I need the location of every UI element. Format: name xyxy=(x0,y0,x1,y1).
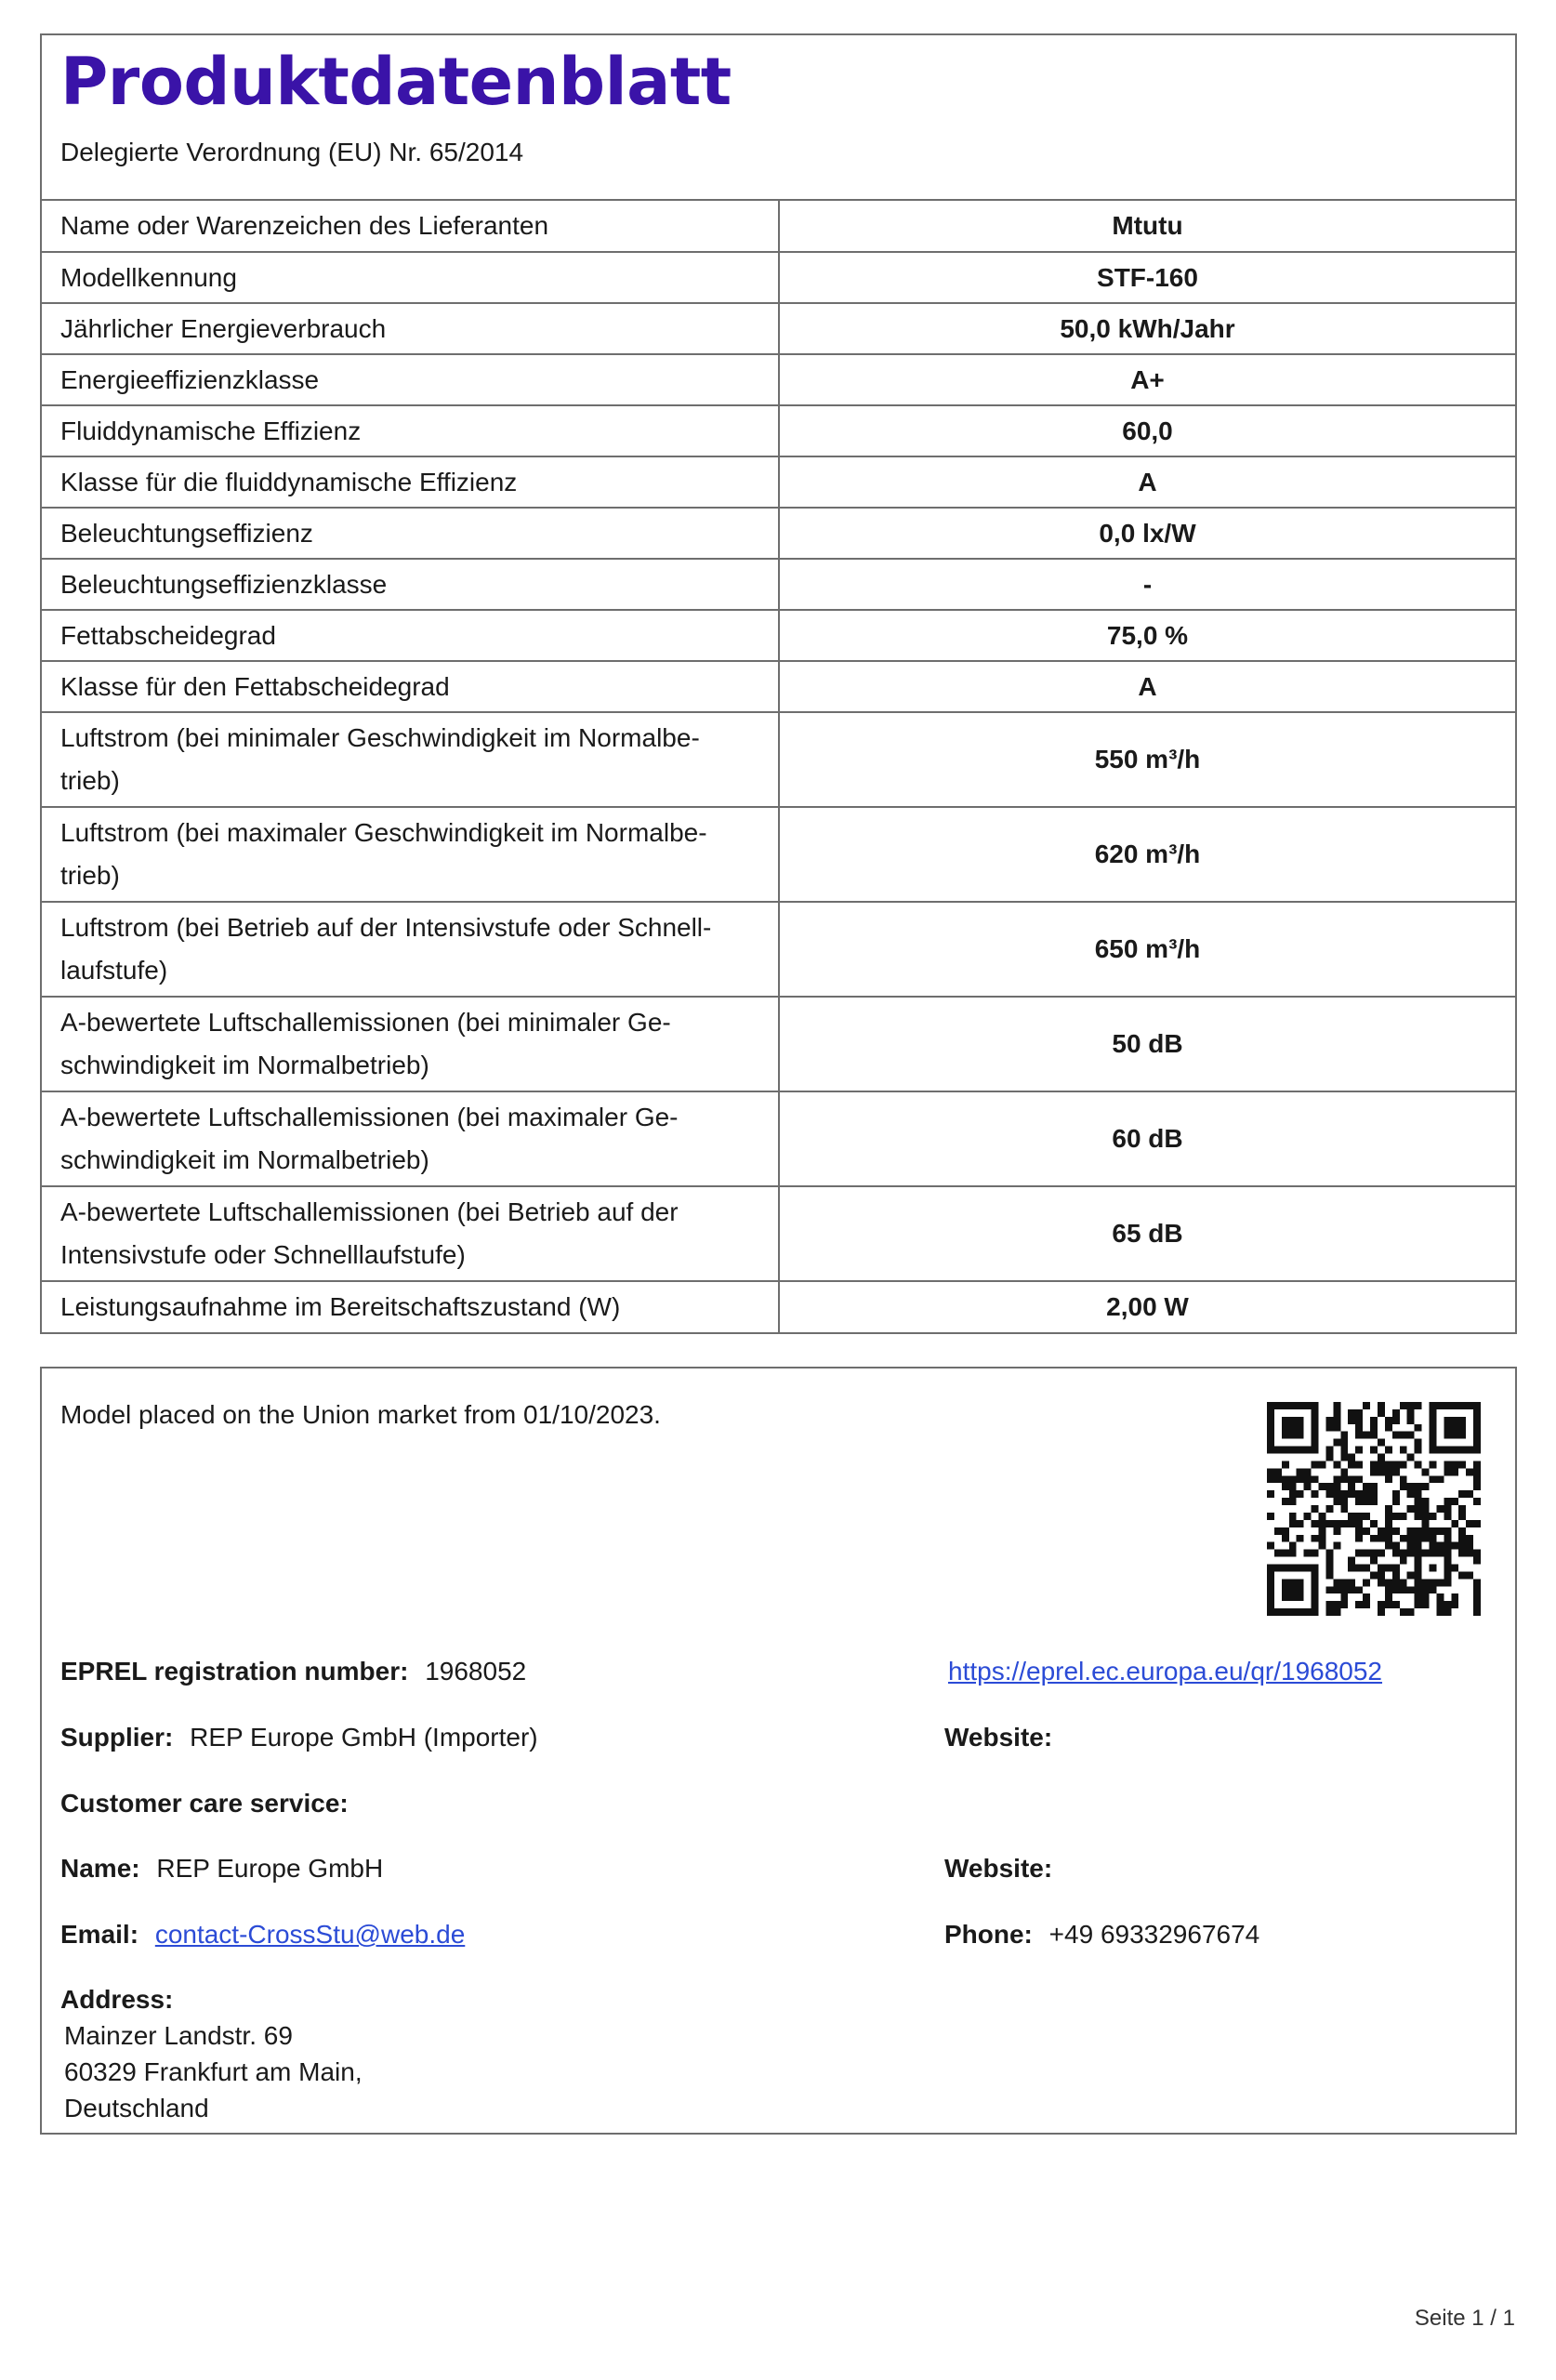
table-row xyxy=(42,997,1515,1091)
row-value: A xyxy=(779,661,1515,712)
email-link[interactable]: contact-CrossStu@web.de xyxy=(154,1920,466,1949)
row-value: - xyxy=(779,559,1515,610)
row-value: A+ xyxy=(779,354,1515,405)
table-row xyxy=(42,807,1515,902)
market-date-text: Model placed on the Union market from 01/10/2023. xyxy=(60,1400,661,1429)
row-value: 0,0 lx/W xyxy=(779,508,1515,559)
row-label-text-continued: laufstufe) xyxy=(60,956,168,985)
row-label xyxy=(42,456,779,508)
row-value: STF-160 xyxy=(779,252,1515,303)
row-value: 65 dB xyxy=(779,1186,1515,1281)
row-value: A xyxy=(779,456,1515,508)
row-label xyxy=(42,1281,779,1332)
row-value: 2,00 W xyxy=(1106,1292,1189,1321)
product-data-table-section xyxy=(40,33,1517,1334)
qr-code-icon xyxy=(1267,1402,1481,1616)
row-value: 620 m³/h xyxy=(779,807,1515,902)
row-label-text: Fettabscheidegrad xyxy=(60,620,276,650)
table-row xyxy=(42,508,1515,559)
email-line xyxy=(60,1920,465,1950)
phone-line xyxy=(944,1920,1259,1950)
table-row xyxy=(42,456,1515,508)
eprel-link-wrap xyxy=(948,1657,1382,1686)
row-label-text: A-bewertete Luftschallemissionen (bei Betrieb auf der xyxy=(60,1197,679,1226)
customer-care-label: Customer care service: xyxy=(60,1789,349,1818)
address-line-1: Mainzer Landstr. 69 xyxy=(64,2021,293,2050)
page-number: Seite 1 / 1 xyxy=(1414,2306,1515,2331)
care-name-line xyxy=(60,1854,383,1884)
row-label xyxy=(42,610,779,661)
supplier-info-section xyxy=(40,1367,1517,2135)
address-line-3: Deutschland xyxy=(64,2094,209,2122)
row-label-text: A-bewertete Luftschallemissionen (bei minimaler Ge- xyxy=(60,1008,671,1037)
row-label-text: Modellkennung xyxy=(60,262,237,292)
row-label xyxy=(42,997,779,1091)
table-row xyxy=(42,1091,1515,1186)
row-label-text: Fluiddynamische Effizienz xyxy=(60,416,362,445)
address-line-2: 60329 Frankfurt am Main, xyxy=(64,2057,363,2086)
row-label xyxy=(42,712,779,807)
table-row xyxy=(42,303,1515,354)
phone-label: Phone: xyxy=(944,1920,1033,1949)
row-label xyxy=(42,902,779,997)
row-value: 50,0 kWh/Jahr xyxy=(779,303,1515,354)
row-value: 650 m³/h xyxy=(779,902,1515,997)
row-label xyxy=(42,559,779,610)
row-label xyxy=(42,354,779,405)
table-row xyxy=(42,610,1515,661)
row-label-text: Name oder Warenzeichen des Lieferanten xyxy=(60,211,549,240)
table-row xyxy=(42,712,1515,807)
supplier-line xyxy=(60,1723,538,1752)
row-label xyxy=(42,252,779,303)
row-label xyxy=(42,405,779,456)
row-label-text: Klasse für den Fettabscheidegrad xyxy=(60,671,450,701)
name-value: REP Europe GmbH xyxy=(156,1854,384,1883)
supplier-label: Supplier: xyxy=(60,1723,174,1752)
page-title: Produktdatenblatt xyxy=(60,44,732,120)
name-label: Name: xyxy=(60,1854,140,1883)
row-label-text: Luftstrom (bei maximaler Geschwindigkeit im Normalbe- xyxy=(60,818,707,847)
table-row xyxy=(42,559,1515,610)
table-row xyxy=(42,405,1515,456)
row-label-text-continued: Intensivstufe oder Schnelllaufstufe) xyxy=(60,1240,466,1269)
table-row xyxy=(42,252,1515,303)
row-value: Mtutu xyxy=(779,201,1515,252)
eprel-value: 1968052 xyxy=(425,1657,527,1686)
row-label xyxy=(42,1091,779,1186)
email-label: Email: xyxy=(60,1920,139,1949)
row-label-text-continued: schwindigkeit im Normalbetrieb) xyxy=(60,1051,429,1079)
row-label-text: Beleuchtungseffizienzklasse xyxy=(60,569,388,599)
row-label-text: A-bewertete Luftschallemissionen (bei maximaler Ge- xyxy=(60,1103,679,1131)
row-label-text: Klasse für die fluiddynamische Effizienz xyxy=(60,467,518,496)
table-row xyxy=(42,902,1515,997)
eprel-label: EPREL registration number: xyxy=(60,1657,409,1686)
row-label xyxy=(42,303,779,354)
product-data-table xyxy=(42,201,1515,1332)
row-value: 60,0 xyxy=(779,405,1515,456)
table-row xyxy=(42,201,1515,252)
regulation-subtitle: Delegierte Verordnung (EU) Nr. 65/2014 xyxy=(60,138,524,166)
care-website-label: Website: xyxy=(944,1854,1053,1883)
supplier-value: REP Europe GmbH (Importer) xyxy=(190,1723,538,1752)
row-label xyxy=(42,661,779,712)
row-value: 60 dB xyxy=(779,1091,1515,1186)
row-label-text: Beleuchtungseffizienz xyxy=(60,518,313,548)
row-label-text: Energieeffizienzklasse xyxy=(60,364,320,394)
table-row xyxy=(42,1281,1515,1332)
table-row xyxy=(42,1186,1515,1281)
address-label: Address: xyxy=(60,1985,174,2014)
row-label-text-continued: schwindigkeit im Normalbetrieb) xyxy=(60,1145,429,1174)
phone-value: +49 69332967674 xyxy=(1048,1920,1260,1949)
row-label-text-continued: trieb) xyxy=(60,766,120,795)
row-label-text: Leistungsaufnahme im Bereitschaftszustand (W) xyxy=(60,1292,621,1321)
eprel-registration xyxy=(60,1657,526,1686)
row-value: 550 m³/h xyxy=(779,712,1515,807)
eprel-qr-link[interactable]: https://eprel.ec.europa.eu/qr/1968052 xyxy=(948,1657,1383,1686)
row-value: 50 dB xyxy=(779,997,1515,1091)
table-row xyxy=(42,354,1515,405)
row-label-text: Luftstrom (bei Betrieb auf der Intensivstufe oder Schnell- xyxy=(60,913,712,942)
row-label xyxy=(42,1186,779,1281)
row-label-text-continued: trieb) xyxy=(60,861,120,890)
supplier-website-label: Website: xyxy=(944,1723,1053,1752)
row-label xyxy=(42,807,779,902)
row-label xyxy=(42,508,779,559)
row-value: 75,0 % xyxy=(779,610,1515,661)
sheet-header xyxy=(42,35,1515,201)
row-label-text: Luftstrom (bei minimaler Geschwindigkeit im Normalbe- xyxy=(60,723,700,752)
row-label xyxy=(42,201,779,252)
table-row xyxy=(42,661,1515,712)
row-label-text: Jährlicher Energieverbrauch xyxy=(60,313,387,343)
